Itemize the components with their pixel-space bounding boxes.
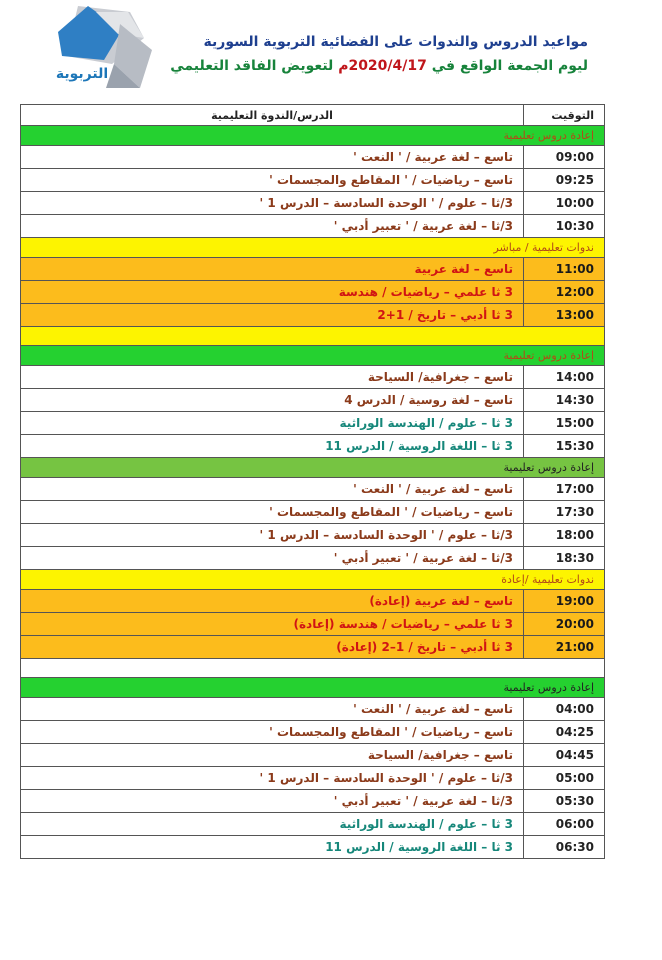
page-header	[0, 0, 662, 100]
row-lesson: تاسع – لغة عربية / ' النعت '	[21, 478, 524, 501]
row-lesson: 3 ثا أدبي – تاريخ / 1+2	[21, 304, 524, 327]
row-time: 10:30	[524, 215, 605, 238]
row-lesson: تاسع – جغرافية/ السياحة	[21, 744, 524, 767]
schedule-row	[21, 790, 605, 813]
schedule-row	[21, 258, 605, 281]
row-time: 09:00	[524, 146, 605, 169]
row-lesson: تاسع – رياضيات / ' المقاطع والمجسمات '	[21, 169, 524, 192]
section-label: ندوات تعليمية / مباشر	[21, 238, 605, 258]
row-lesson: تاسع – لغة عربية / ' النعت '	[21, 698, 524, 721]
schedule-row	[21, 813, 605, 836]
row-lesson: 3 ثا – اللغة الروسية / الدرس 11	[21, 836, 524, 859]
section-label: إعادة دروس تعليمية	[21, 346, 605, 366]
row-lesson: 3/ثا – علوم / ' الوحدة السادسة – الدرس 1 '	[21, 524, 524, 547]
schedule-table	[20, 104, 605, 859]
row-lesson: 3/ثا – لغة عربية / ' تعبير أدبي '	[21, 215, 524, 238]
spacer-cell	[21, 327, 605, 346]
row-time: 17:30	[524, 501, 605, 524]
row-time: 12:00	[524, 281, 605, 304]
section-row	[21, 678, 605, 698]
row-time: 21:00	[524, 636, 605, 659]
row-lesson: تاسع – لغة عربية / ' النعت '	[21, 146, 524, 169]
row-time: 04:25	[524, 721, 605, 744]
row-time: 15:00	[524, 412, 605, 435]
schedule-row	[21, 366, 605, 389]
row-time: 06:00	[524, 813, 605, 836]
section-label: ندوات تعليمية /إعادة	[21, 570, 605, 590]
row-time: 10:00	[524, 192, 605, 215]
header-lesson: الدرس/الندوة التعليمية	[21, 105, 524, 126]
row-time: 05:00	[524, 767, 605, 790]
schedule-row	[21, 435, 605, 458]
row-time: 20:00	[524, 613, 605, 636]
row-time: 14:00	[524, 366, 605, 389]
schedule-row	[21, 169, 605, 192]
schedule-row	[21, 389, 605, 412]
schedule-row	[21, 836, 605, 859]
row-time: 19:00	[524, 590, 605, 613]
section-label: إعادة دروس تعليمية	[21, 126, 605, 146]
row-time: 13:00	[524, 304, 605, 327]
row-lesson: 3/ثا – علوم / ' الوحدة السادسة – الدرس 1 '	[21, 767, 524, 790]
row-lesson: تاسع – رياضيات / ' المقاطع والمجسمات '	[21, 721, 524, 744]
spacer-row	[21, 327, 605, 346]
row-lesson: 3 ثا علمي – رياضيات / هندسة (إعادة)	[21, 613, 524, 636]
subtitle-suffix: لتعويض الفاقد التعليمي	[170, 58, 339, 74]
schedule-row	[21, 636, 605, 659]
row-time: 15:30	[524, 435, 605, 458]
subtitle-date: 2020/4/17م	[338, 58, 427, 74]
section-label: إعادة دروس تعليمية	[21, 678, 605, 698]
schedule-row	[21, 215, 605, 238]
logo-text: التربوية	[55, 66, 109, 82]
schedule-row	[21, 281, 605, 304]
schedule-row	[21, 744, 605, 767]
row-lesson: 3/ثا – لغة عربية / ' تعبير أدبي '	[21, 547, 524, 570]
row-lesson: تاسع – لغة عربية	[21, 258, 524, 281]
schedule-row	[21, 613, 605, 636]
spacer-cell	[21, 659, 605, 678]
schedule-row	[21, 304, 605, 327]
row-lesson: تاسع – لغة عربية (إعادة)	[21, 590, 524, 613]
row-lesson: 3/ثا – علوم / ' الوحدة السادسة – الدرس 1 '	[21, 192, 524, 215]
row-time: 11:00	[524, 258, 605, 281]
row-lesson: 3 ثا – علوم / الهندسة الوراثية	[21, 813, 524, 836]
table-header-row	[21, 105, 605, 126]
row-time: 17:00	[524, 478, 605, 501]
schedule-row	[21, 524, 605, 547]
schedule-row	[21, 412, 605, 435]
row-lesson: 3 ثا أدبي – تاريخ / 1–2 (إعادة)	[21, 636, 524, 659]
row-lesson: 3 ثا – علوم / الهندسة الوراثية	[21, 412, 524, 435]
row-lesson: تاسع – جغرافية/ السياحة	[21, 366, 524, 389]
row-lesson: 3 ثا – اللغة الروسية / الدرس 11	[21, 435, 524, 458]
schedule-row	[21, 698, 605, 721]
schedule-row	[21, 590, 605, 613]
section-row	[21, 570, 605, 590]
row-time: 04:00	[524, 698, 605, 721]
schedule-row	[21, 721, 605, 744]
row-time: 18:30	[524, 547, 605, 570]
section-row	[21, 238, 605, 258]
row-time: 04:45	[524, 744, 605, 767]
schedule-row	[21, 192, 605, 215]
section-row	[21, 346, 605, 366]
spacer-row	[21, 659, 605, 678]
row-time: 05:30	[524, 790, 605, 813]
row-time: 06:30	[524, 836, 605, 859]
schedule-row	[21, 146, 605, 169]
row-time: 14:30	[524, 389, 605, 412]
row-time: 18:00	[524, 524, 605, 547]
schedule-row	[21, 767, 605, 790]
schedule-row	[21, 501, 605, 524]
section-row	[21, 458, 605, 478]
row-lesson: 3/ثا – لغة عربية / ' تعبير أدبي '	[21, 790, 524, 813]
section-label: إعادة دروس تعليمية	[21, 458, 605, 478]
row-lesson: 3 ثا علمي – رياضيات / هندسة	[21, 281, 524, 304]
row-lesson: تاسع – لغة روسية / الدرس 4	[21, 389, 524, 412]
subtitle-prefix: ليوم الجمعة الواقع في	[426, 58, 588, 74]
schedule-body	[21, 105, 605, 859]
page-title: مواعيد الدروس والندوات على الفضائية التربوية السورية	[203, 34, 588, 50]
row-time: 09:25	[524, 169, 605, 192]
section-row	[21, 126, 605, 146]
header-time: التوقيت	[524, 105, 605, 126]
schedule-row	[21, 547, 605, 570]
page-subtitle	[170, 58, 588, 74]
row-lesson: تاسع – رياضيات / ' المقاطع والمجسمات '	[21, 501, 524, 524]
schedule-row	[21, 478, 605, 501]
